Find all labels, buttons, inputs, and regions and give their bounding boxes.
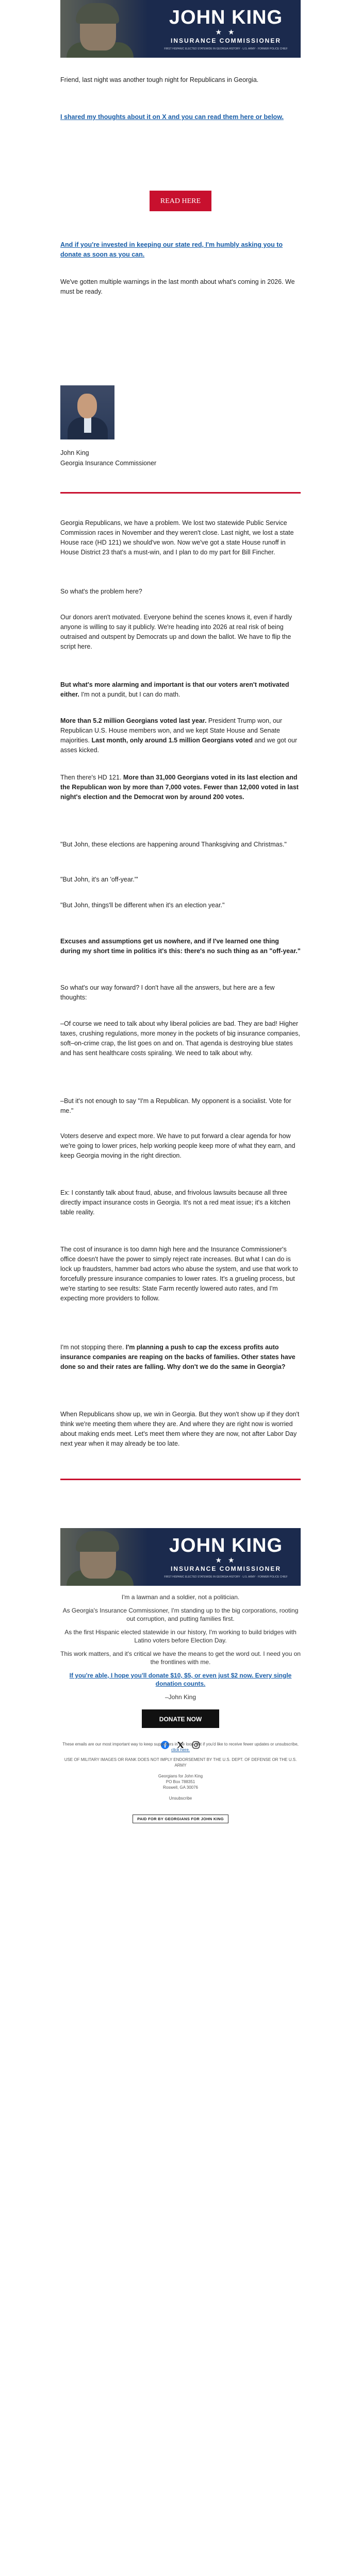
donors-paragraph: Our donors aren't motivated. Everyone behind the scenes knows it, even if hardly anyone is willing to say it publicly. We're heading into 2026 at real risk of being outraised and outspent by Democrats up and down the ballot. We have to flip the script here. — [60, 614, 292, 650]
shared-thoughts-link[interactable]: I shared my thoughts about it on X and you can read them here or below. — [60, 113, 284, 121]
profit-cap-paragraph — [60, 1343, 301, 1372]
footer-signoff: –John King — [165, 1693, 196, 1701]
hd121-bold: More than 31,000 Georgians voted in its last election and the Republican won by more than 7,000 votes. Fewer than 12,000 voted in last night's election and the Democrat won by around 200 votes. — [60, 774, 299, 801]
banner-branding — [158, 7, 293, 51]
liberal-policies-paragraph: –Of course we need to talk about why liberal policies are bad. They are bad! Higher taxes, crushing regulations, more money in the pockets of big insurance companies, soft–on-crime crap, the list goes on and on. That agenda is destroying blue states and has sent healthcare costs spiraling. We need to talk about why. — [60, 1020, 300, 1057]
no-off-year-bold: Excuses and assumptions get us nowhere, and if I've learned one thing during my short time in politics it's this: there's no such thing as an "off-year." — [60, 938, 301, 955]
footer-work-matters-line: This work matters, and it's critical we have the means to get the word out. I need you on the frontlines with me. — [60, 1650, 301, 1666]
footer-banner-fine-print: FIRST HISPANIC ELECTED STATEWIDE IN GEORGIA HISTORY · U.S. ARMY · FORMER POLICE CHIEF — [164, 1575, 288, 1579]
banner-stars: ★ ★ — [215, 28, 237, 36]
fine-print-email-notice — [60, 1741, 301, 1753]
hd121-start: Then there's HD 121. — [60, 774, 123, 781]
donate-appeal-link[interactable]: And if you're invested in keeping our state red, I'm humbly asking you to donate as soon as you can. — [60, 241, 283, 258]
insurance-cost-paragraph: The cost of insurance is too damn high here and the Insurance Commissioner's office doesn't have the power to simply reject rate increases. But what I can do is lock up fraudsters, hammer bad actors who abuse the system, and use that work to forcefully pressure insurance companies to lower rates. It's a grueling process, but we're starting to see results: State Farm recently lowered auto rates, and I'm expecting more providers to follow. — [60, 1246, 298, 1302]
footer-hispanic-line: As the first Hispanic elected statewide in our history, I'm working to build bridges with Latino voters before Election Day. — [64, 1629, 297, 1644]
turnout-mid: President Trump won, our Republican U.S. House members won, and we kept State House and Senate majorities. — [60, 717, 283, 744]
fraud-example-paragraph: Ex: I constantly talk about fraud, abuse, and frivolous lawsuits because all three directly impact insurance costs in Georgia. It's not a red meat issue; it's a kitchen table reality. — [60, 1189, 290, 1216]
problem-question: So what's the problem here? — [60, 588, 142, 595]
fine-print-click-here-link[interactable]: click here. — [171, 1748, 190, 1752]
section-divider — [60, 492, 301, 494]
banner-fine-print: FIRST HISPANIC ELECTED STATEWIDE IN GEORGIA HISTORY · U.S. ARMY · FORMER POLICE CHIEF — [164, 47, 288, 50]
footer-banner-branding — [158, 1535, 293, 1579]
footer-lawman-line: I'm a lawman and a soldier, not a politician. — [121, 1594, 240, 1601]
excuse-election-year: "But John, things'll be different when it's an election year." — [60, 902, 225, 909]
excuse-holidays: "But John, these elections are happening around Thanksgiving and Christmas." — [60, 841, 287, 848]
no-off-year-paragraph — [60, 937, 301, 956]
read-here-button[interactable]: READ HERE — [150, 191, 211, 211]
address-line-1: Georgians for John King — [158, 1774, 203, 1778]
signature-title: Georgia Insurance Commissioner — [60, 460, 157, 467]
intro-paragraph: Friend, last night was another tough night for Republicans in Georgia. — [60, 76, 259, 83]
voters-rest: I'm not a pundit, but I can do math. — [79, 691, 180, 698]
footer-banner — [60, 1528, 301, 1586]
banner-office-title: INSURANCE COMMISSIONER — [170, 37, 281, 44]
paid-for-disclaimer: PAID FOR BY GEORGIANS FOR JOHN KING — [133, 1815, 228, 1823]
donate-now-button[interactable]: DONATE NOW — [142, 1709, 219, 1728]
header-banner — [60, 0, 301, 58]
candidate-photo — [60, 0, 148, 58]
footer-donate-link[interactable]: If you're able, I hope you'll donate $10, $5, or even just $2 now. Every single donation counts. — [69, 1672, 292, 1687]
profit-cap-bold: I'm planning a push to cap the excess profits auto insurance companies are reaping on the backs of families. Other states have done so and their rates are falling. Why don't we do the same in Georgia? — [60, 1344, 296, 1370]
profit-cap-start: I'm not stopping there. — [60, 1344, 126, 1351]
address-line-2: PO Box 788351 — [166, 1780, 195, 1784]
footer-commissioner-line: As Georgia's Insurance Commissioner, I'm standing up to the big corporations, rooting out corruption, and putting families first. — [62, 1607, 299, 1622]
footer-message — [60, 1593, 301, 1750]
turnout-bold-2: Last month, only around 1.5 million Georgians voted — [91, 737, 253, 744]
hd121-paragraph — [60, 773, 301, 802]
footer-banner-name: JOHN KING — [169, 1535, 283, 1556]
footer-banner-office: INSURANCE COMMISSIONER — [170, 1565, 281, 1572]
turnout-bold-1: More than 5.2 million Georgians voted last year. — [60, 717, 207, 724]
voters-bold: But what's more alarming and important is that our voters aren't motivated either. — [60, 681, 289, 698]
john-king-headshot — [60, 385, 114, 439]
footer-banner-stars: ★ ★ — [215, 1556, 237, 1564]
banner-candidate-name: JOHN KING — [169, 7, 283, 28]
unsubscribe-link[interactable]: Unsubscribe — [169, 1796, 192, 1801]
clear-agenda-paragraph: Voters deserve and expect more. We have to put forward a clear agenda for how we're going to lower prices, help working people keep more of what they earn, and keep Georgia moving in the right direction. — [60, 1132, 296, 1159]
turnout-paragraph — [60, 716, 301, 755]
turnout-end: and we got our asses kicked. — [60, 737, 298, 754]
signature-name: John King — [60, 449, 89, 456]
show-up-paragraph: When Republicans show up, we win in Georgia. But they won't show up if they don't think we're meeting them where they are. And where they are right now is worried about making ends meet. Let's meet them where they are now, not after Labor Day next year when it may already be too late. — [60, 1411, 300, 1447]
not-enough-paragraph: –But it's not enough to say "I'm a Republican. My opponent is a socialist. Vote for me." — [60, 1097, 291, 1114]
address-line-3: Roswell, GA 30076 — [162, 1785, 199, 1790]
section-divider-2 — [60, 1479, 301, 1480]
excuse-off-year: "But John, it's an 'off-year.'" — [60, 876, 138, 883]
problem-paragraph: Georgia Republicans, we have a problem. We lost two statewide Public Service Commission races in November and they weren't close. Last night, we lost a state House race (HD 121) we should've won. Now we've got a state House runoff in House District 23 that's a must-win, and I plan to do my part for Bill Fincher. — [60, 519, 294, 556]
way-forward-paragraph: So what's our way forward? I don't have all the answers, but here are a few thoughts: — [60, 984, 275, 1001]
warnings-paragraph: We've gotten multiple warnings in the last month about what's coming in 2026. We must be ready. — [60, 278, 295, 295]
footer-candidate-photo — [60, 1528, 148, 1586]
military-disclaimer: USE OF MILITARY IMAGES OR RANK DOES NOT IMPLY ENDORSEMENT BY THE U.S. DEPT. OF DEFENSE OR THE U.S. ARMY — [64, 1757, 297, 1768]
fine-print-text: These emails are our most important way to keep supporters in the loop, but if you'd like to receive fewer updates or unsubscribe, — [62, 1742, 299, 1747]
voters-paragraph — [60, 680, 301, 700]
footer-fine-print — [60, 1741, 301, 1823]
